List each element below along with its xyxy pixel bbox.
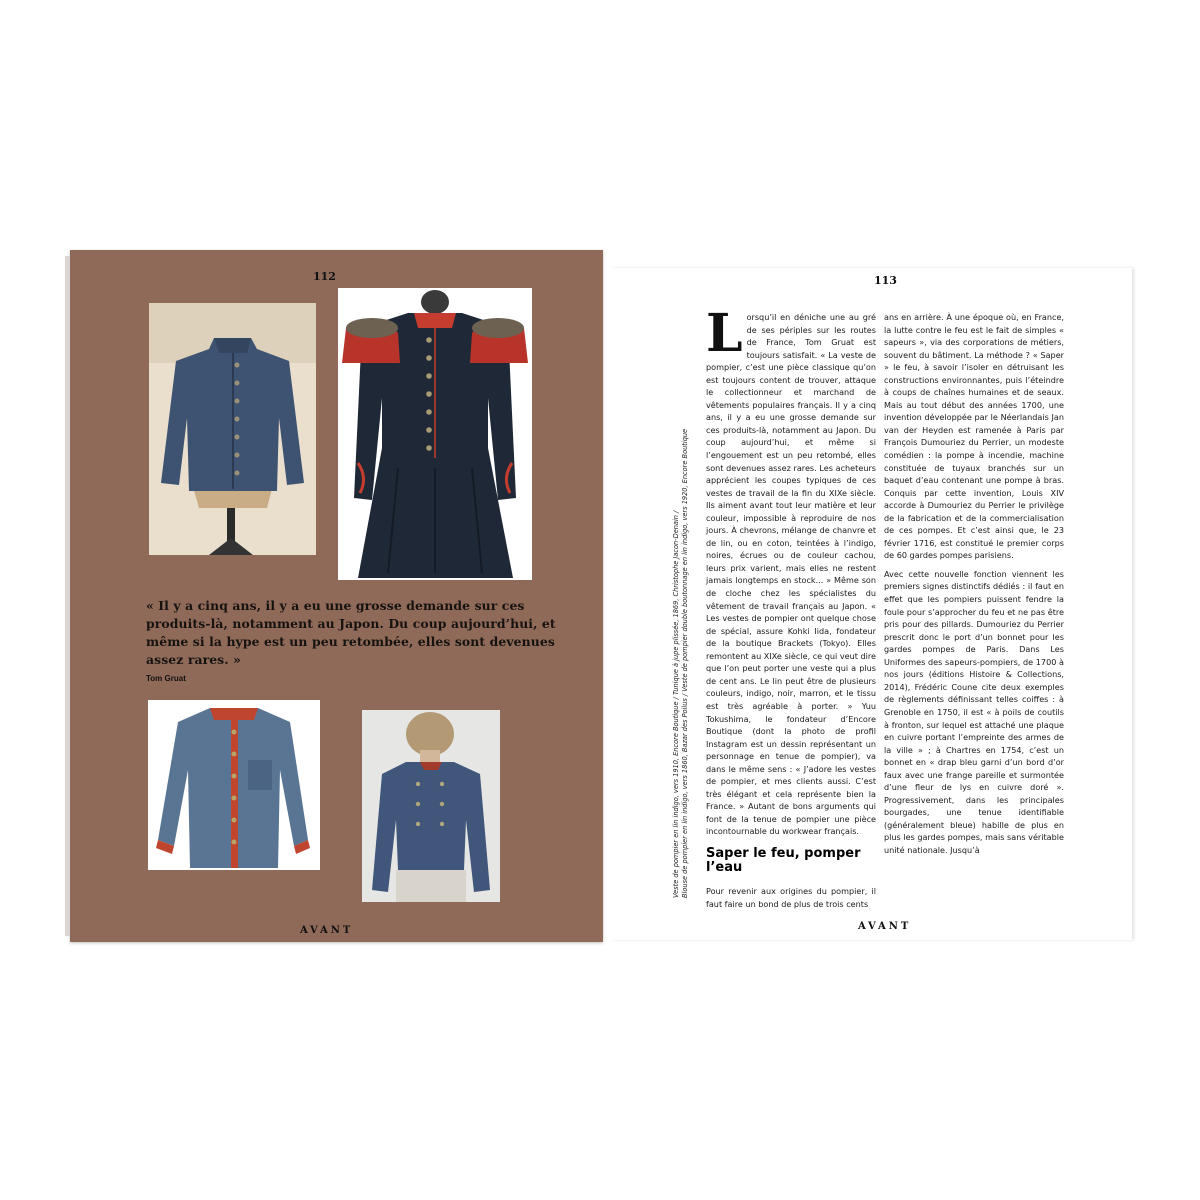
magazine-name-right: AVANT	[858, 921, 912, 932]
page-number-left: 112	[313, 270, 336, 283]
drop-cap: L	[706, 303, 743, 364]
photo-linen-jacket-on-mannequin	[149, 303, 316, 555]
article-paragraph-1: orsqu’il en déniche une au gré de ses périples sur les routes de France, Tom Gruat est toujours satisfait. « La veste de pompier, c’est une pièce classique qu’on est toujours content de trouver, attaque le collectionneur et marchand de vêtements populaires français. Il y a cinq ans, il y a eu une grosse demande sur ces produits-là, notamment au Japon. Du coup aujourd’hui, et même si l’engouement est un peu retombé, elles sont devenues assez rares. Les acheteurs apprécient les coupes typiques de ces vestes de travail de la fin du XIXe siècle. Ils aiment avant tout leur matière et leur couleur, impossible à reproduire de nos jours. À chevrons, mélange de chanvre et de lin, ou en coton, teintées à l’indigo, noires, écrues ou de couleur cachou, leurs prix varient, mais elles ne restent jamais longtemps en stock... » Même son de cloche chez les spécialistes du vêtement de travail français au Japon. « Les vestes de pompier ont quelque chose de spécial, assure Kohki Iida, fondateur de la boutique Brackets (Tokyo). Elles remontent au XIXe siècle, ce qui veut dire que l’on peut porter une veste qui a plus de cent ans. Le lin peut être de plusieurs couleurs, indigo, noir, marron, et le tissu est très agréable à porter. » Yuu Tokushima, le fondateur d’Encore Boutique (dont la photo de profil Instagram est un dessin représentant un personnage en tenue de pompier), va dans le même sens : « J’adore les vestes de pompier, et mes clients aussi. C’est très élégant et cela représente bien la France. » Autant de bons arguments qui font de la tenue de pompier une pièce incontournable du workwear français.	[706, 312, 876, 837]
photo-man-double-breasted-jacket	[362, 710, 500, 902]
article-column-1	[706, 303, 876, 916]
photo-tunic-with-epaulettes	[338, 288, 532, 580]
photo-credits	[672, 428, 690, 898]
right-page	[612, 268, 1132, 940]
magazine-name-left: AVANT	[300, 925, 354, 936]
article-column-2	[884, 311, 1064, 863]
pull-quote: « Il y a cinq ans, il y a eu une grosse demande sur ces produits-là, notamment au Japon. Du coup aujourd’hui, et même si la hype est un peu retombée, elles sont devenues assez rares. »	[146, 598, 556, 667]
quote-author: Tom Gruat	[146, 674, 186, 683]
article-paragraph-3: ans en arrière. À une époque où, en France, la lutte contre le feu est le fait de simples « sapeurs », via des corporations de métiers, souvent du bâtiment. La méthode ? « Saper » le feu, à savoir l’isoler en détruisant les constructions environnantes, puis l’éteindre à coups de chaînes humaines et de seaux. Mais au tout début des années 1700, une invention développée par le Néerlandais Jan van der Heyden est ramenée à Paris par François Dumouriez du Perrier, un modeste comédien : la pompe à incendie, machine constituée de tuyaux branchés sur un baquet d’eau contenant une pompe à bras. Conquis par cette invention, Louis XIV accorde à Dumouriez du Perrier le privilège de la fabrication et de la commercialisation de ces pompes. Et c’est ainsi que, le 23 février 1716, est constitué le premier corps de 60 gardes pompes parisiens.	[884, 312, 1064, 561]
left-page	[70, 250, 603, 942]
article-paragraph-4: Avec cette nouvelle fonction viennent les premiers signes distinctifs dédiés : il faut en effet que les pompiers puissent fendre la foule pour s’approcher du feu et ne pas être pris pour des pillards. Dumouriez du Perrier prescrit donc le port d’un bonnet pour les gardes pompes de Paris. Dans Les Uniformes des sapeurs-pompiers, de 1700 à nos jours (éditions Histoire & Collections, 2014), Frédéric Coune cite deux exemples de règlements définissant telles coiffes : à Grenoble en 1750, il est « à poils de coutils à fronton, sur lequel est attaché une plaque en cuivre portant l’empreinte des armes de la ville » ; à Chartres en 1754, c’est un bonnet en « drap bleu garni d’un bord d’or faux avec une frange pareille et surmontée d’une fleur de lys en cuivre doré ». Progressivement, dans les principales bourgades, une tenue identifiable (généralement bleue) habille de plus en plus les gardes pompes, mais sans véritable unité nationale. Jusqu’à	[884, 568, 1064, 855]
photo-indigo-blouse-red-trim	[148, 700, 320, 870]
page-number-right: 113	[874, 274, 897, 287]
article-subheading: Saper le feu, pomper l’eau	[706, 845, 861, 875]
article-paragraph-2: Pour revenir aux origines du pompier, il faut faire un bond de plus de trois cents	[706, 885, 876, 909]
photo-credits-line-2: Blouse de pompier en lin indigo, vers 1860, Bazar des Poilus / Veste de pompier double boutonnage en lin indigo, vers 1920, Encore Boutique	[681, 428, 689, 898]
photo-credits-line-1: Veste de pompier en lin indigo, vers 1910, Encore Boutique / Tunique à jupe plissée, 1869, Christophe Jacon-Denain /	[672, 510, 680, 898]
